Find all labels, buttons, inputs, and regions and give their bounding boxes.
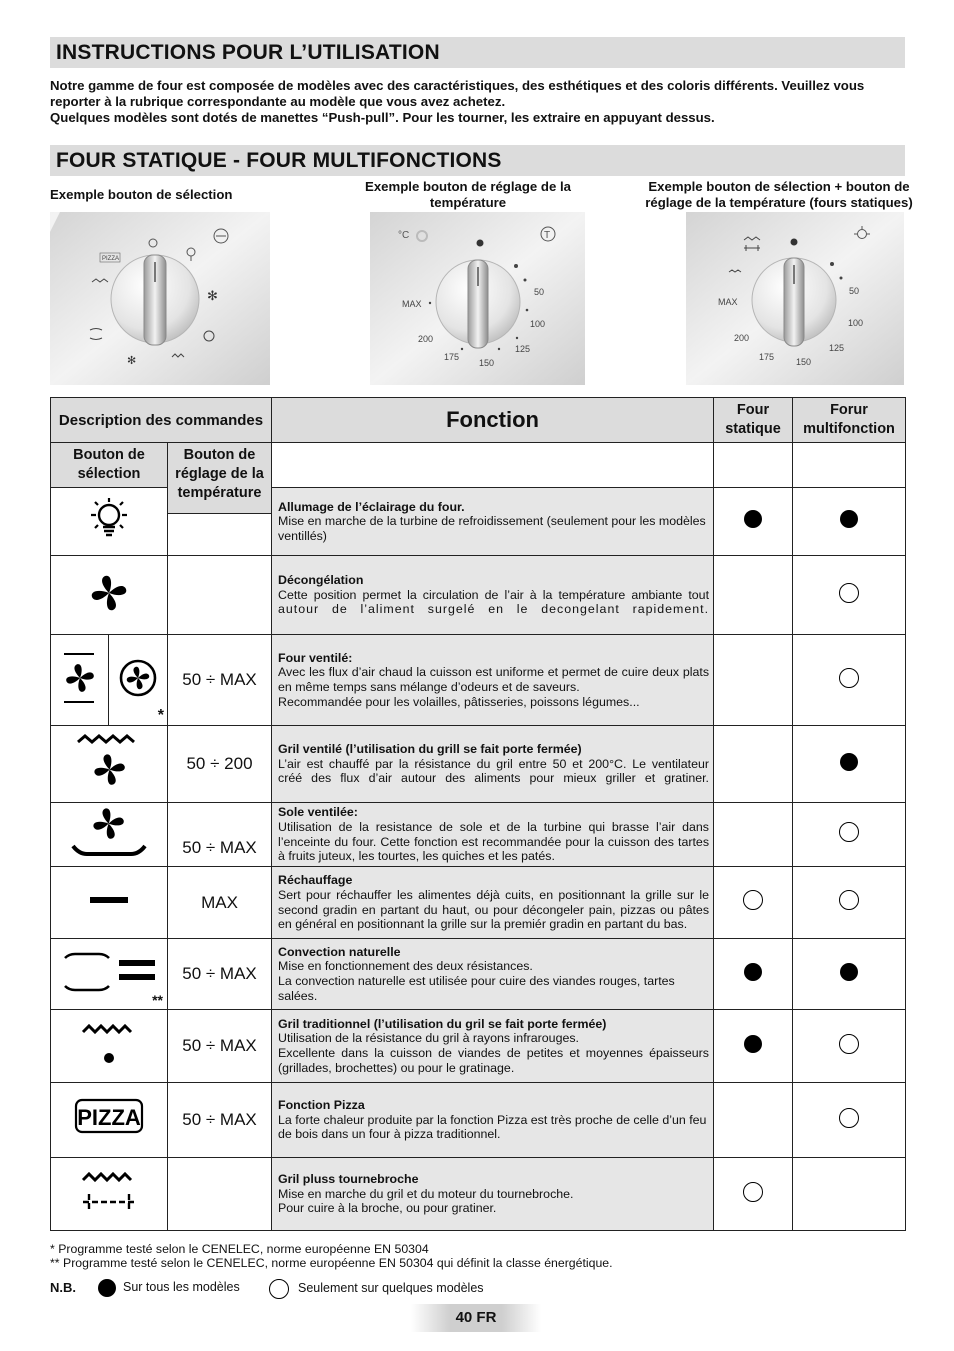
multi-mark <box>793 939 906 1010</box>
some-models-ring-icon <box>839 583 859 603</box>
row-text: Recommandée pour les volailles, pâtisseries, poissons légumes... <box>278 694 640 709</box>
footnote-2: ** Programme testé selon le CENELEC, norme européenne EN 50304 qui définit la classe énergétique. <box>50 1256 613 1270</box>
range-cell <box>168 556 272 635</box>
statique-mark <box>714 1158 793 1231</box>
row-description <box>272 803 714 867</box>
header-four-multi-label: Forur multifonction <box>803 402 895 437</box>
row-title: Four ventilé: <box>278 650 353 665</box>
svg-text:✻: ✻ <box>207 288 218 303</box>
multi-mark <box>793 556 906 635</box>
statique-mark <box>714 1083 793 1158</box>
grill-icon-cell <box>51 1010 168 1083</box>
row-text: Sert pour réchauffer les alimentes déjà cuits, en positionnant la grille sur le second gradin en partant du haut, ou pour décongeler pain, pizzas ou pâtes en général en positionnant la grille sur la premiér gradin en partant du bas. <box>278 887 710 932</box>
row-title: Gril pluss tournebroche <box>278 1172 419 1187</box>
row-text: L’air est chauffé par la résistance du gril entre 50 et 200°C. Le ventilateur <box>278 756 710 771</box>
combined-knob-image <box>686 212 904 385</box>
knob-deg-label: °C <box>398 230 410 241</box>
intro-line-1: Notre gamme de four est composée de modèles avec des caractéristiques, des esthétiques et des coloris différents. Veuillez vous reporter à la rubrique correspondante au modèle que vous avez achetez. <box>50 78 865 109</box>
grill-fan-icon <box>74 730 144 794</box>
row-title: Gril ventilé (l’utilisation du grill se fait porte fermée) <box>278 742 582 757</box>
statique-mark <box>714 556 793 635</box>
row-description <box>272 635 714 726</box>
blank-cell <box>714 443 793 488</box>
pizza-icon <box>74 1096 144 1140</box>
rotisserie-icon <box>77 1168 141 1216</box>
statique-mark <box>714 803 793 867</box>
temperature-knob-image <box>370 212 585 385</box>
convection-icon-cell <box>51 939 168 1010</box>
row-text: Mise en marche du gril et du moteur du tournebroche. <box>278 1186 574 1201</box>
row-title: Réchauffage <box>278 873 353 888</box>
some-models-legend-ring-icon <box>269 1279 289 1299</box>
knob-100-label: 100 <box>530 319 546 329</box>
pizza-icon-text: PIZZA <box>77 1104 141 1130</box>
sole-fan-icon-cell <box>51 803 168 867</box>
knob-125-label-2: 125 <box>829 343 845 353</box>
header-description <box>51 398 272 443</box>
convection-icon <box>59 952 159 992</box>
some-models-ring-icon <box>839 890 859 910</box>
header-four-multi <box>793 398 906 443</box>
knob-175-label: 175 <box>444 352 460 362</box>
row-description <box>272 1010 714 1083</box>
row-description <box>272 1083 714 1158</box>
example-caption-combined: Exemple bouton de sélection + bouton de réglage de la température (fours statiques) <box>645 179 913 210</box>
multi-mark <box>793 867 906 939</box>
knob-150-label-2: 150 <box>796 357 812 367</box>
row-title: Fonction Pizza <box>278 1098 365 1113</box>
header-reglage-label: Bouton de réglage de la température <box>175 447 264 501</box>
row-title: Sole ventilée: <box>278 805 358 820</box>
svg-text:✻: ✻ <box>127 355 137 367</box>
range-cell <box>168 514 272 556</box>
row-description <box>272 1158 714 1231</box>
row-title: Allumage de l’éclairage du four. <box>278 499 465 514</box>
blank-cell <box>272 443 714 488</box>
rotisserie-icon-cell <box>51 1158 168 1231</box>
section-title-bar <box>50 37 905 68</box>
statique-mark <box>714 726 793 803</box>
range-cell: 50 ÷ MAX <box>168 635 272 726</box>
fan-top-bottom-icon <box>58 648 102 708</box>
some-models-ring-icon <box>743 1182 763 1202</box>
some-models-ring-icon <box>839 822 859 842</box>
fan-circular-icon-cell <box>109 635 168 726</box>
statique-mark <box>714 635 793 726</box>
knob-125-label: 125 <box>515 344 531 354</box>
bottom-element-icon <box>84 890 134 910</box>
all-models-dot-icon <box>744 510 762 528</box>
header-four-statique-label: Four statique <box>725 402 781 437</box>
row-description <box>272 939 714 1010</box>
knob-max-label: MAX <box>402 299 422 309</box>
row-text: Avec les flux d’air chaud la cuisson est uniforme et permet de cuire deux plats en même temps sans mélange d’odeurs et de saveurs. <box>278 665 710 694</box>
fan-circular-icon <box>118 658 158 698</box>
header-four-statique <box>714 398 793 443</box>
statique-mark <box>714 939 793 1010</box>
sole-fan-icon <box>69 804 149 860</box>
header-selection-label: Bouton de sélection <box>73 447 145 482</box>
row-text: Mise en fonctionnement des deux résistances. <box>278 959 533 974</box>
row-text: Mise en marche de la turbine de refroidissement (seulement pour les modèles ventillés) <box>278 514 706 543</box>
example-caption-selection: Exemple bouton de sélection <box>50 187 233 202</box>
grill-fan-icon-cell <box>51 726 168 803</box>
multi-mark <box>793 1158 906 1231</box>
row-text: Utilisation de la résistance du gril à rayons infrarouges. <box>278 1031 579 1046</box>
section-title-2: FOUR STATIQUE - FOUR MULTIFONCTIONS <box>56 149 502 172</box>
fan-bars-icon-cell <box>51 635 109 726</box>
header-description-label: Description des commandes <box>58 411 264 429</box>
blank-cell <box>793 443 906 488</box>
intro-line-2: Quelques modèles sont dotés de manettes “Push-pull”. Pour les tourner, les extraire en appuyant dessus. <box>50 110 715 125</box>
all-models-legend-dot-icon <box>98 1279 116 1297</box>
legend-some: Seulement sur quelques modèles <box>298 1281 484 1295</box>
legend-all: Sur tous les modèles <box>123 1280 240 1294</box>
row-text: Pour cuire à la broche, ou pour gratiner. <box>278 1201 497 1216</box>
multi-mark <box>793 488 906 556</box>
knob-200-label: 200 <box>418 334 434 344</box>
all-models-dot-icon <box>840 963 858 981</box>
row-description <box>272 726 714 803</box>
section-title-bar-2 <box>50 145 905 176</box>
row-title: Gril traditionnel (l’utilisation du gril se fait porte fermée) <box>278 1016 607 1031</box>
knob-150-label: 150 <box>479 358 495 368</box>
all-models-dot-icon <box>744 963 762 981</box>
row-text: Utilisation de la resistance de sole et de la turbine qui brasse l’air dans l’enceinte du four. Cette fonction est recommandée pour la cuisson des tartes à fruits juteux, les tourtes, les quiches et les patés. <box>278 819 710 864</box>
intro-text <box>50 78 910 126</box>
page-number: 40 FR <box>455 1309 497 1326</box>
footnote-double-star: ** <box>152 992 163 1008</box>
multi-mark <box>793 803 906 867</box>
some-models-ring-icon <box>839 1108 859 1128</box>
svg-text:T: T <box>544 230 551 241</box>
footnote-1: * Programme testé selon le CENELEC, norme européenne EN 50304 <box>50 1242 429 1256</box>
multi-mark <box>793 635 906 726</box>
section-title: INSTRUCTIONS POUR L’UTILISATION <box>56 41 440 64</box>
row-text: autour de l’aliment surgelé en le decongelant rapidement. <box>278 602 710 617</box>
nb-label: N.B. <box>50 1280 76 1295</box>
selector-knob-image <box>50 212 270 385</box>
bottom-element-icon-cell <box>51 867 168 939</box>
lamp-icon-cell <box>51 488 168 556</box>
footnote-star: * <box>157 707 164 724</box>
range-cell: 50 ÷ MAX <box>168 803 272 867</box>
knob-175-label-2: 175 <box>759 352 775 362</box>
multi-mark <box>793 726 906 803</box>
statique-mark <box>714 1010 793 1083</box>
all-models-dot-icon <box>744 1035 762 1053</box>
range-cell: MAX <box>168 867 272 939</box>
lamp-icon <box>81 496 137 542</box>
knob-200-label-2: 200 <box>734 333 750 343</box>
range-cell: 50 ÷ MAX <box>168 939 272 1010</box>
all-models-dot-icon <box>840 510 858 528</box>
row-text: La forte chaleur produite par la fonction Pizza est très proche de celle d’un feu de bois dans un four à pizza traditionnel. <box>278 1112 707 1142</box>
range-cell: 50 ÷ MAX <box>168 1083 272 1158</box>
some-models-ring-icon <box>839 1034 859 1054</box>
row-text: La convection naturelle est utilisée pour cuire des viandes rouges, tartes salées. <box>278 974 675 1003</box>
example-caption-temperature: Exemple bouton de réglage de la température <box>365 179 571 210</box>
range-cell <box>168 1158 272 1231</box>
knob-100-label-2: 100 <box>848 318 864 328</box>
row-description <box>272 488 714 556</box>
pizza-icon-cell <box>51 1083 168 1158</box>
grill-icon <box>79 1020 139 1068</box>
statique-mark <box>714 488 793 556</box>
row-title: Décongélation <box>278 573 364 588</box>
row-text: créé des flux d’air autour des aliments pour mieux griller et gratiner. <box>278 771 710 786</box>
row-text: Cette position permet la circulation de l’air à la température ambiante tout <box>278 587 710 602</box>
header-selection <box>51 443 168 488</box>
header-fonction-label: Fonction <box>446 407 539 432</box>
header-reglage <box>168 443 272 514</box>
knob-max-label-2: MAX <box>718 297 738 307</box>
header-fonction <box>272 398 714 443</box>
range-cell: 50 ÷ 200 <box>168 726 272 803</box>
function-table <box>50 397 906 1231</box>
multi-mark <box>793 1083 906 1158</box>
fan-icon-cell <box>51 556 168 635</box>
some-models-ring-icon <box>743 890 763 910</box>
fan-icon <box>89 573 129 613</box>
page-number-box <box>411 1304 541 1332</box>
multi-mark <box>793 1010 906 1083</box>
knob-pizza-label: PIZZA <box>102 256 120 262</box>
all-models-dot-icon <box>840 753 858 771</box>
row-description <box>272 556 714 635</box>
knob-50-label: 50 <box>534 287 545 297</box>
row-title: Convection naturelle <box>278 944 401 959</box>
some-models-ring-icon <box>839 668 859 688</box>
row-description <box>272 867 714 939</box>
row-text: Excellente dans la cuisson de viandes de petites et moyennes épaisseurs (grillades, brochettes) ou pour le gratinage. <box>278 1046 710 1075</box>
statique-mark <box>714 867 793 939</box>
range-cell: 50 ÷ MAX <box>168 1010 272 1083</box>
knob-50-label-2: 50 <box>849 286 860 296</box>
